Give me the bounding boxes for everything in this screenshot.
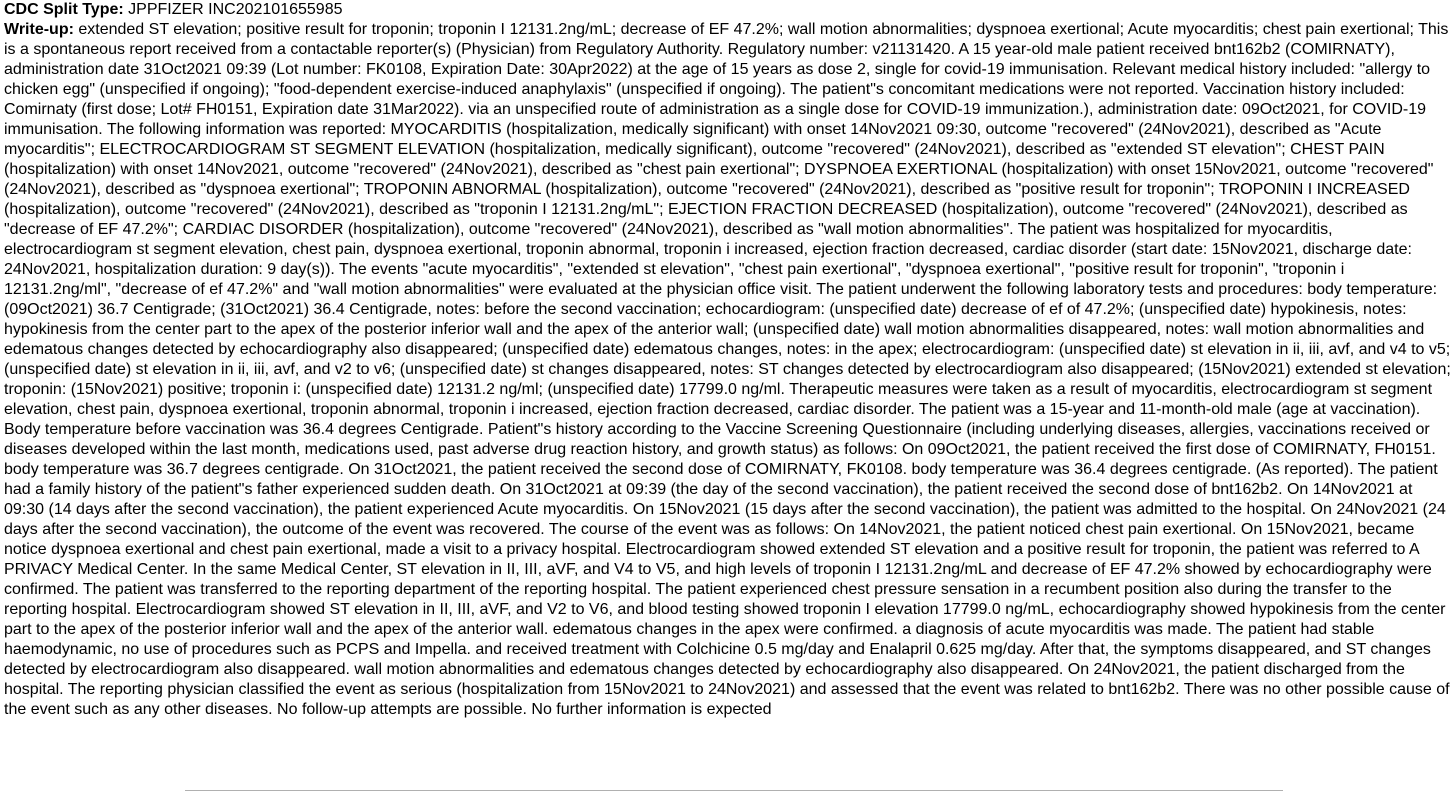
- split-type-label: CDC Split Type:: [4, 1, 124, 18]
- writeup-label: Write-up:: [4, 21, 74, 38]
- writeup-text: extended ST elevation; positive result for troponin; troponin I 12131.2ng/mL; decrease of EF 47.2%; wall motion abnormalities; dyspnoea exertional; Acute myocarditis; chest pain exertional; This is a spontaneous report received from a contactable reporter(s) (Physician) from Regulatory Authority. Regulatory number: v21131420. A 15 year-old male patient received bnt162b2 (COMIRNATY), administration date 31Oct2021 09:39 (Lot number: FK0108, Expiration Date: 30Apr2022) at the age of 15 years as dose 2, single for covid-19 immunisation. Relevant medical history included: "allergy to chicken egg" (unspecified if ongoing); "food-dependent exercise-induced anaphylaxis" (unspecified if ongoing). The patient"s concomitant medications were not reported. Vaccination history included: Comirnaty (first dose; Lot# FH0151, Expiration date 31Mar2022). via an unspecified route of administration as a single dose for COVID-19 immunization.), administration date: 09Oct2021, for COVID-19 immunisation. The following information was reported: MYOCARDITIS (hospitalization, medically significant) with onset 14Nov2021 09:30, outcome "recovered" (24Nov2021), described as "Acute myocarditis"; ELECTROCARDIOGRAM ST SEGMENT ELEVATION (hospitalization, medically significant), outcome "recovered" (24Nov2021), described as "extended ST elevation"; CHEST PAIN (hospitalization) with onset 14Nov2021, outcome "recovered" (24Nov2021), described as "chest pain exertional"; DYSPNOEA EXERTIONAL (hospitalization) with onset 15Nov2021, outcome "recovered" (24Nov2021), described as "dyspnoea exertional"; TROPONIN ABNORMAL (hospitalization), outcome "recovered" (24Nov2021), described as "positive result for troponin"; TROPONIN I INCREASED (hospitalization), outcome "recovered" (24Nov2021), described as "troponin I 12131.2ng/mL"; EJECTION FRACTION DECREASED (hospitalization), outcome "recovered" (24Nov2021), described as "decrease of EF 47.2%"; CARDIAC DISORDER (hospitalization), outcome "recovered" (24Nov2021), described as "wall motion abnormalities". The patient was hospitalized for myocarditis, electrocardiogram st segment elevation, chest pain, dyspnoea exertional, troponin abnormal, troponin i increased, ejection fraction decreased, cardiac disorder (start date: 15Nov2021, discharge date: 24Nov2021, hospitalization duration: 9 day(s)). The events "acute myocarditis", "extended st elevation", "chest pain exertional", "dyspnoea exertional", "positive result for troponin", "troponin i 12131.2ng/ml", "decrease of ef 47.2%" and "wall motion abnormalities" were evaluated at the physician office visit. The patient underwent the following laboratory tests and procedures: body temperature: (09Oct2021) 36.7 Centigrade; (31Oct2021) 36.4 Centigrade, notes: before the second vaccination; echocardiogram: (unspecified date) decrease of ef of 47.2%; (unspecified date) hypokinesis, notes: hypokinesis from the center part to the apex of the posterior inferior wall and the apex of the anterior wall; (unspecified date) wall motion abnormalities disappeared, notes: wall motion abnormalities and edematous changes detected by echocardiography also disappeared; (unspecified date) edematous changes, notes: in the apex; electrocardiogram: (unspecified date) st elevation in ii, iii, avf, and v4 to v5; (unspecified date) st elevation in ii, iii, avf, and v2 to v6; (unspecified date) st changes disappeared, notes: ST changes detected by electrocardiogram also disappeared; (15Nov2021) extended st elevation; troponin: (15Nov2021) positive; troponin i: (unspecified date) 12131.2 ng/ml; (unspecified date) 17799.0 ng/ml. Therapeutic measures were taken as a result of myocarditis, electrocardiogram st segment elevation, chest pain, dyspnoea exertional, troponin abnormal, troponin i increased, ejection fraction decreased, cardiac disorder. The patient was a 15-year and 11-month-old male (age at vaccination). Body temperature before vaccination was 36.4 degrees Centigrade. Patient"s history according to the Vaccine Screening Questionnaire (including underlying diseases, allergies, vaccinations received or diseases developed within the last month, medications used, past adverse drug reaction history, and growth status) as follows: On 09Oct2021, the patient received the first dose of COMIRNATY, FH0151. body temperature was 36.7 degrees centigrade. On 31Oct2021, the patient received the second dose of COMIRNATY, FK0108. body temperature was 36.4 degrees centigrade. (As reported). The patient had a family history of the patient"s father experienced sudden death. On 31Oct2021 at 09:39 (the day of the second vaccination), the patient received the second dose of bnt162b2. On 14Nov2021 at 09:30 (14 days after the second vaccination), the patient experienced Acute myocarditis. On 15Nov2021 (15 days after the second vaccination), the patient was admitted to the hospital. On 24Nov2021 (24 days after the second vaccination), the outcome of the event was recovered. The course of the event was as follows: On 14Nov2021, the patient noticed chest pain exertional. On 15Nov2021, became notice dyspnoea exertional and chest pain exertional, made a visit to a privacy hospital. Electrocardiogram showed extended ST elevation and a positive result for troponin, the patient was referred to A PRIVACY Medical Center. In the same Medical Center, ST elevation in II, III, aVF, and V4 to V5, and high levels of troponin I 12131.2ng/mL and decrease of EF 47.2% showed by echocardiography were confirmed. The patient was transferred to the reporting department of the reporting hospital. The patient experienced chest pressure sensation in a recumbent position also during the transfer to the reporting hospital. Electrocardiogram showed ST elevation in II, III, aVF, and V2 to V6, and blood testing showed troponin I elevation 17799.0 ng/mL, echocardiography showed hypokinesis from the center part to the apex of the posterior inferior wall and the apex of the anterior wall. edematous changes in the apex were confirmed. a diagnosis of acute myocarditis was made. The patient had stable haemodynamic, no use of procedures such as PCPS and Impella. and received treatment with Colchicine 0.5 mg/day and Enalapril 0.625 mg/day. After that, the symptoms disappeared, and ST changes detected by electrocardiogram also disappeared. wall motion abnormalities and edematous changes detected by echocardiography also disappeared. On 24Nov2021, the patient discharged from the hospital. The reporting physician classified the event as serious (hospitalization from 15Nov2021 to 24Nov2021) and assessed that the event was related to bnt162b2. There was no other possible cause of the event such as any other diseases. No follow-up attempts are possible. No further information is expected: [4, 21, 1451, 718]
- split-type-value: JPPFIZER INC202101655985: [123, 1, 343, 18]
- horizontal-divider: [185, 790, 1283, 791]
- report-content: [4, 0, 1452, 720]
- split-type-line: [4, 0, 1452, 20]
- writeup-paragraph: [4, 20, 1452, 720]
